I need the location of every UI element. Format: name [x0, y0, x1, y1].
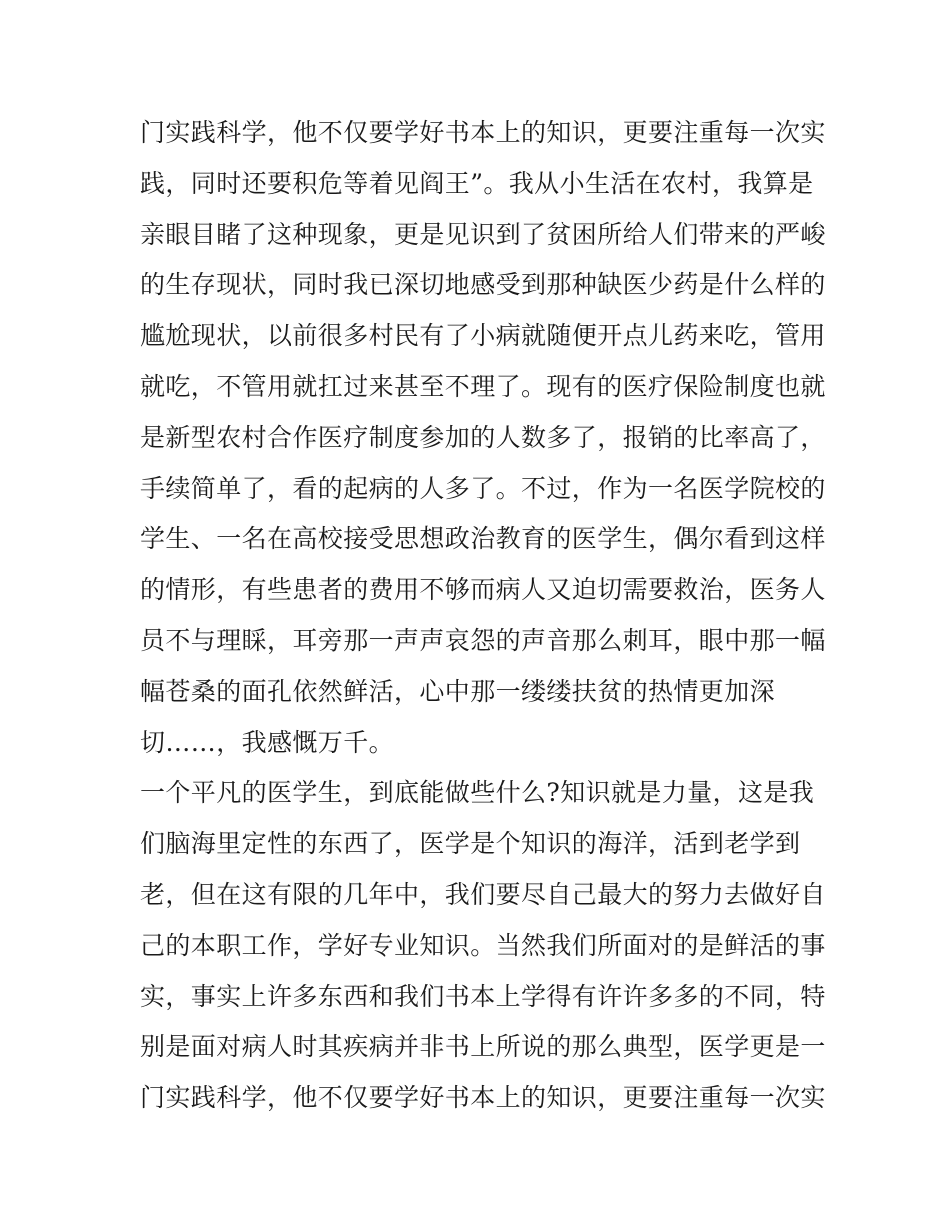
text-line: 尴尬现状，以前很多村民有了小病就随便开点儿药来吃，管用 [140, 321, 826, 351]
text-line: 切……，我感慨万千。 [140, 727, 395, 757]
text-line: 老，但在这有限的几年中，我们要尽自己最大的努力去做好自 [140, 879, 826, 909]
text-line: 己的本职工作，学好专业知识。当然我们所面对的是鲜活的事 [140, 930, 826, 960]
text-line: 实，事实上许多东西和我们书本上学得有许许多多的不同，特 [140, 981, 826, 1011]
text-line: 亲眼目睹了这种现象，更是见识到了贫困所给人们带来的严峻 [140, 219, 826, 249]
text-line: 就吃，不管用就扛过来甚至不理了。现有的医疗保险制度也就 [140, 371, 826, 401]
text-line: 别是面对病人时其疾病并非书上所说的那么典型，医学更是一 [140, 1032, 826, 1062]
text-line: 员不与理睬，耳旁那一声声哀怨的声音那么刺耳，眼中那一幅 [140, 625, 826, 655]
text-line: 幅苍桑的面孔依然鲜活，心中那一缕缕扶贫的热情更加深 [140, 676, 776, 706]
text-line: 一个平凡的医学生，到底能做些什么?知识就是力量，这是我 [140, 778, 815, 808]
text-line: 手续简单了，看的起病的人多了。不过，作为一名医学院校的 [140, 473, 826, 503]
text-line: 是新型农村合作医疗制度参加的人数多了，报销的比率高了， [140, 422, 826, 452]
text-line: 学生、一名在高校接受思想政治教育的医学生，偶尔看到这样 [140, 524, 826, 554]
text-line: 门实践科学，他不仅要学好书本上的知识，更要注重每一次实 [140, 1083, 826, 1113]
body-text [140, 108, 826, 1124]
text-line: 践，同时还要积危等着见阎王”。我从小生活在农村，我算是 [140, 168, 814, 198]
text-line: 们脑海里定性的东西了，医学是个知识的海洋，活到老学到 [140, 829, 801, 859]
text-line: 的生存现状，同时我已深切地感受到那种缺医少药是什么样的 [140, 270, 826, 300]
text-line: 的情形，有些患者的费用不够而病人又迫切需要救治，医务人 [140, 575, 826, 605]
text-line: 门实践科学，他不仅要学好书本上的知识，更要注重每一次实 [140, 118, 826, 147]
